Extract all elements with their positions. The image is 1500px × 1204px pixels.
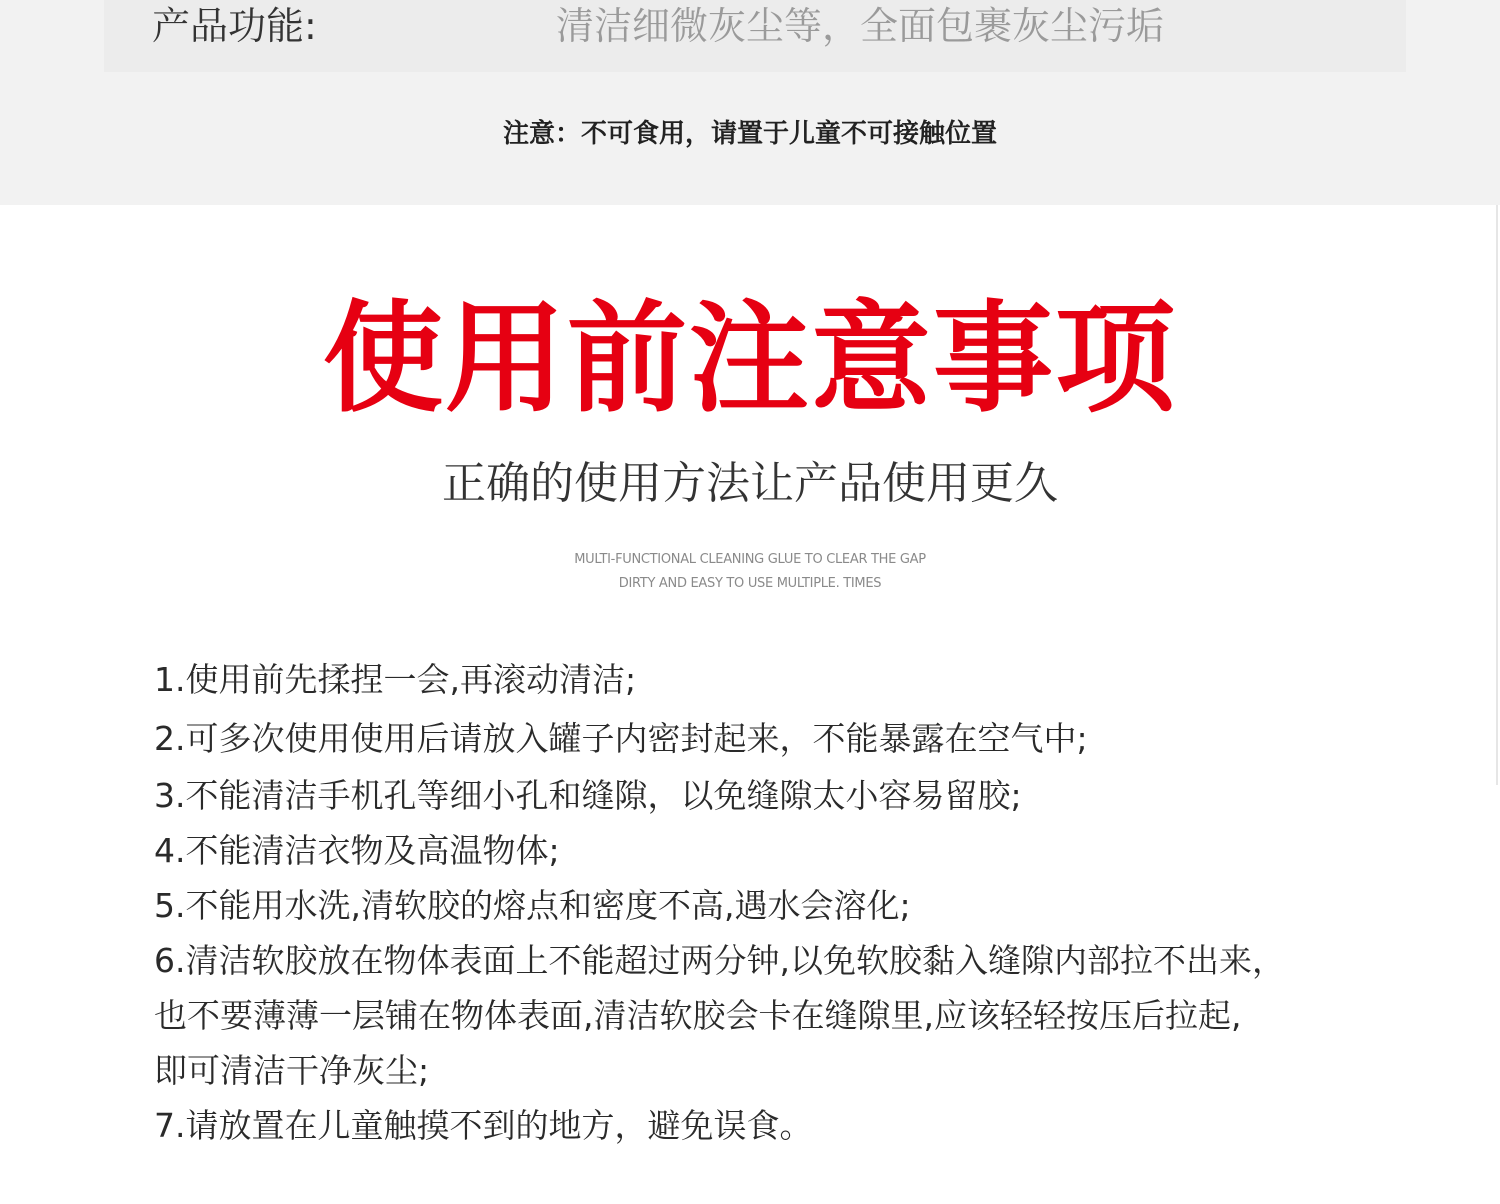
product-function-row xyxy=(104,0,1406,72)
page-title: 使用前注意事项 xyxy=(323,290,1177,429)
usage-note-5: 5.不能用水洗,清软胶的熔点和密度不高,遇水会溶化; xyxy=(154,886,911,925)
product-function-value: 清洁细微灰尘等，全面包裹灰尘污垢 xyxy=(556,4,1165,48)
english-tagline-line-2: DIRTY AND EASY TO USE MULTIPLE. TIMES xyxy=(618,576,882,591)
usage-note-4: 4.不能清洁衣物及高温物体; xyxy=(154,831,560,870)
usage-note-1: 1.使用前先揉捏一会,再滚动清洁; xyxy=(154,660,637,699)
page-subtitle: 正确的使用方法让产品使用更久 xyxy=(442,458,1058,509)
product-info-section xyxy=(0,0,1500,205)
usage-note-2: 2.可多次使用使用后请放入罐子内密封起来，不能暴露在空气中; xyxy=(154,719,1088,758)
product-function-label: 产品功能: xyxy=(152,4,317,48)
usage-note-3: 3.不能清洁手机孔等细小孔和缝隙，以免缝隙太小容易留胶; xyxy=(154,776,1022,815)
english-tagline-line-1: MULTI-FUNCTIONAL CLEANING GLUE TO CLEAR THE GAP xyxy=(574,552,926,567)
usage-note-6: 6.清洁软胶放在物体表面上不能超过两分钟,以免软胶黏入缝隙内部拉不出来， 也不要薄薄一层铺在物体表面,清洁软胶会卡在缝隙里,应该轻轻按压后拉起, 即可清洁干净灰尘; xyxy=(154,941,1285,1090)
safety-notice: 注意：不可食用，请置于儿童不可接触位置 xyxy=(502,119,997,149)
usage-note-7: 7.请放置在儿童触摸不到的地方，避免误食。 xyxy=(154,1106,813,1145)
usage-notes-list xyxy=(154,652,1434,1153)
